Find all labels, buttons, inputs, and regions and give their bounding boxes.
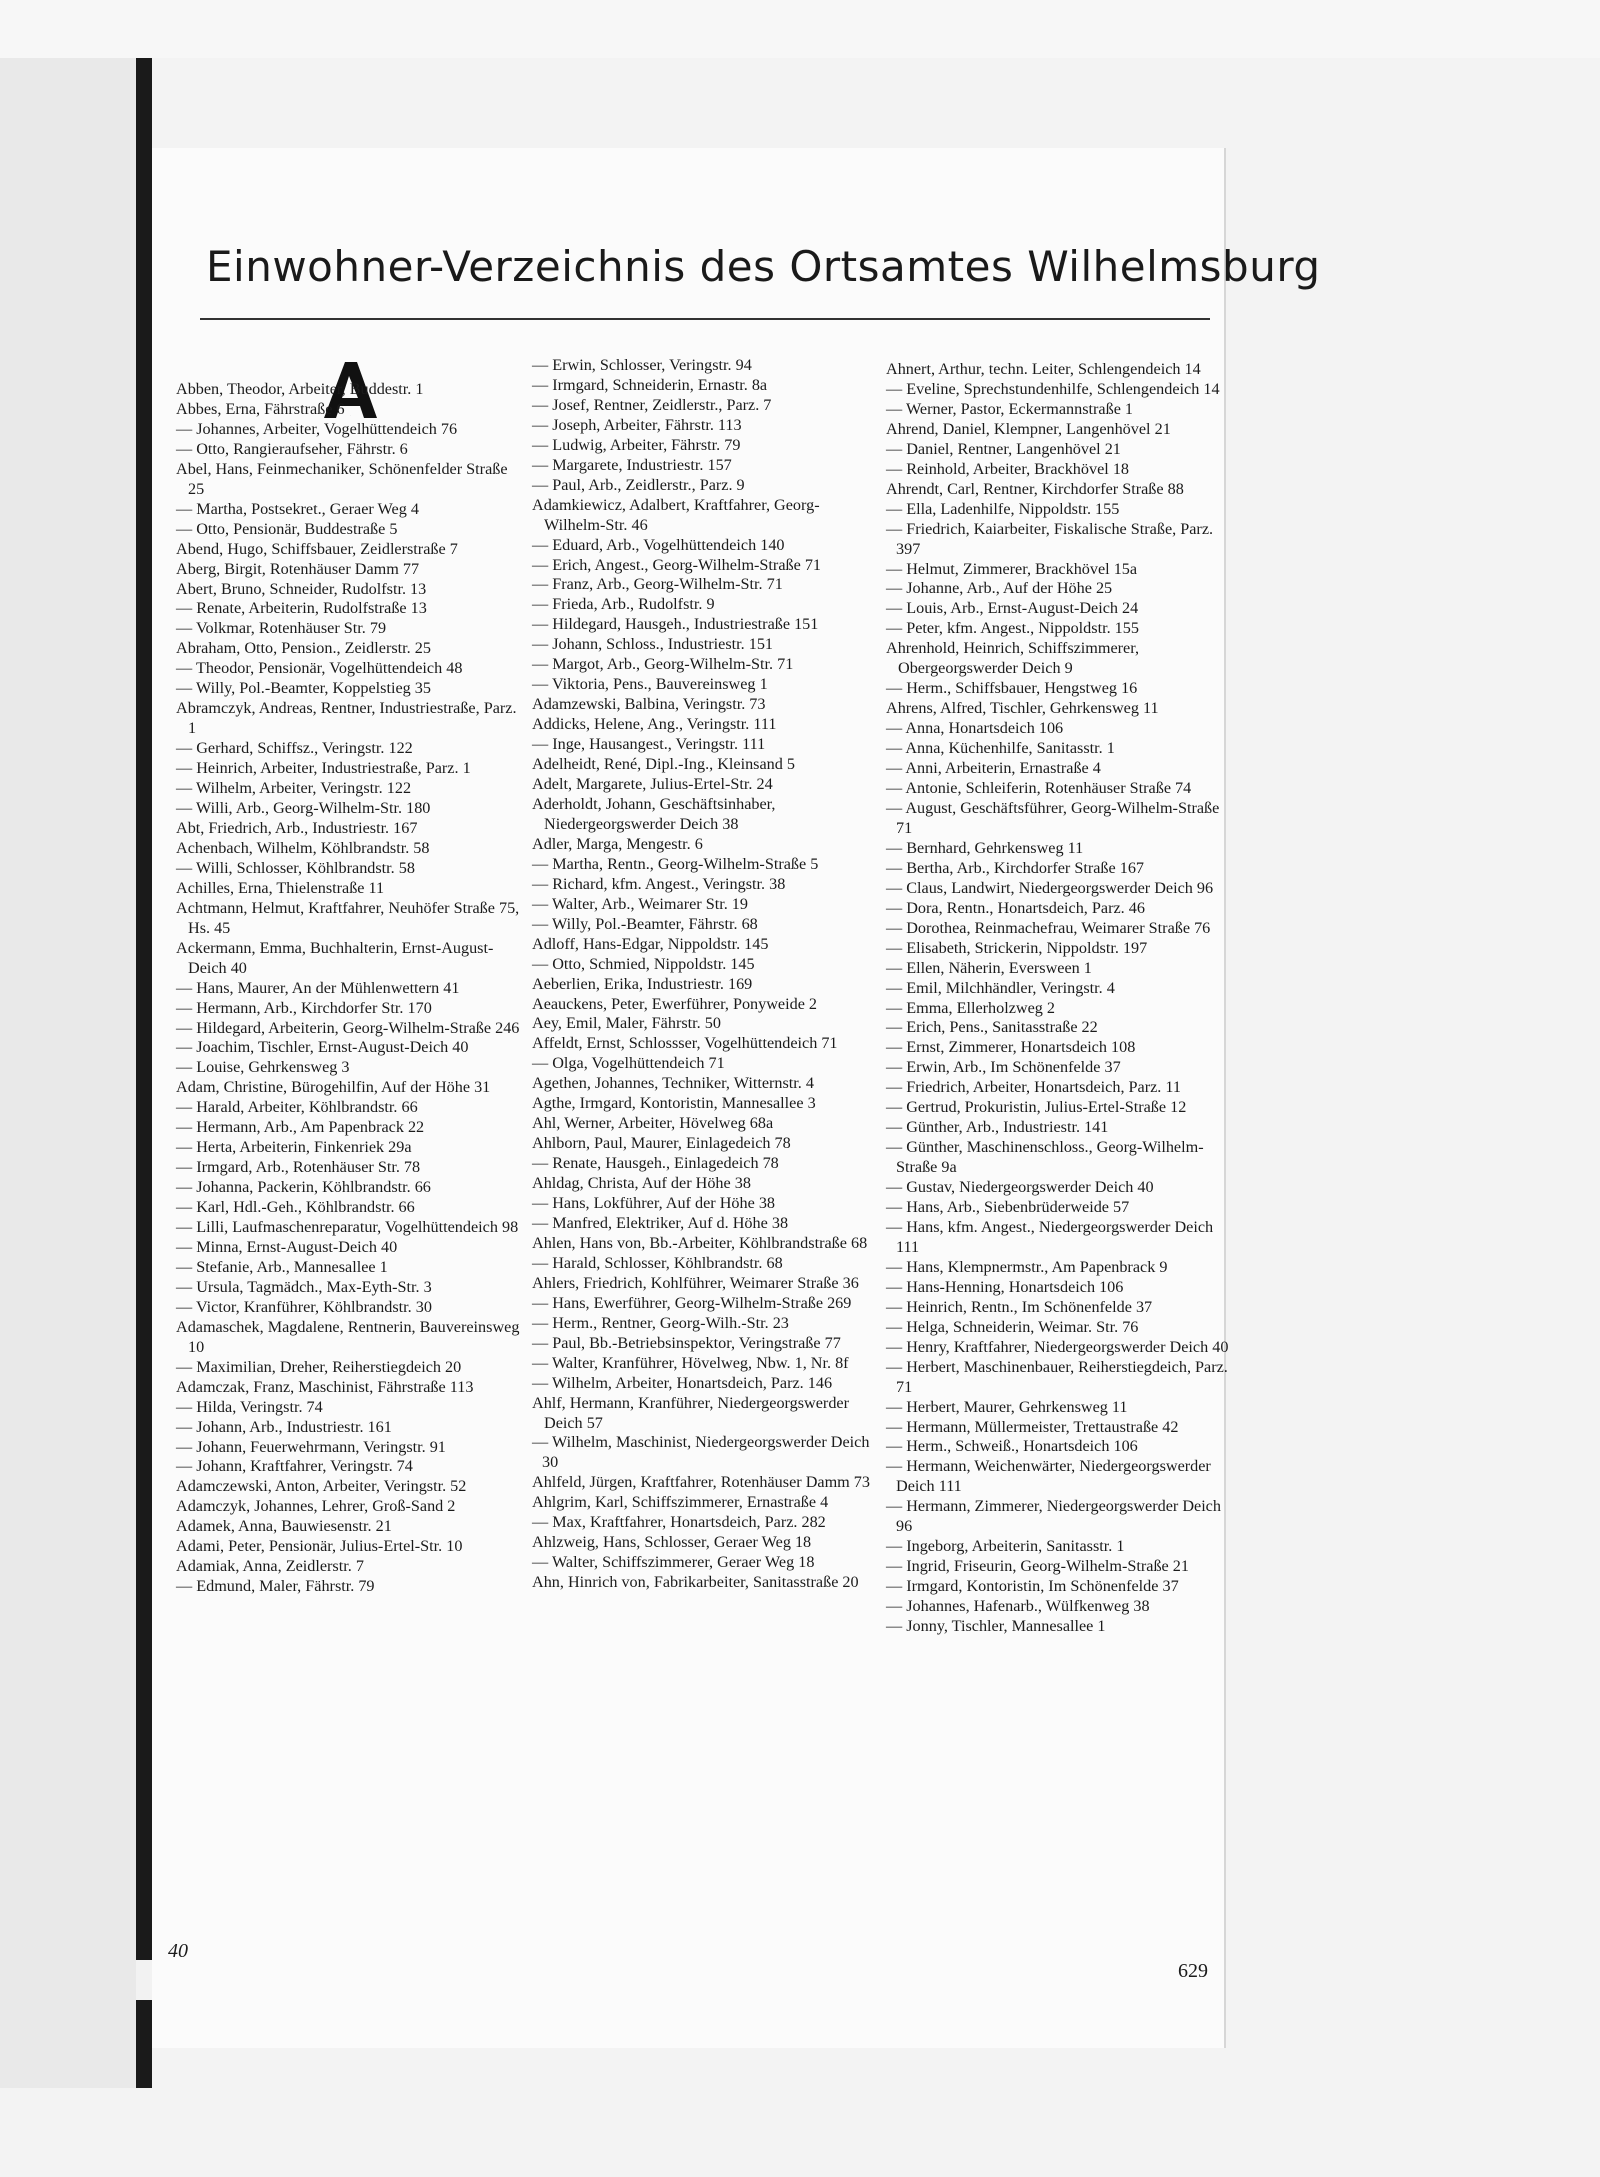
directory-entry: — Willi, Arb., Georg-Wilhelm-Str. 180 xyxy=(176,799,431,818)
directory-entry: — Gustav, Niedergeorgswerder Deich 40 xyxy=(886,1178,1154,1197)
directory-entry: — Josef, Rentner, Zeidlerstr., Parz. 7 xyxy=(532,395,772,414)
directory-entry: — Otto, Rangieraufseher, Fährstr. 6 xyxy=(176,439,408,458)
directory-entry: — Erich, Pens., Sanitasstraße 22 xyxy=(886,1018,1098,1037)
directory-entry: Ahrend, Daniel, Klempner, Langenhövel 21 xyxy=(886,419,1171,438)
directory-entry: — Johann, Schloss., Industriestr. 151 xyxy=(532,635,774,654)
directory-entry: — Hildegard, Arbeiterin, Georg-Wilhelm-Straße 246 xyxy=(176,1018,520,1037)
directory-entry: Adamczak, Franz, Maschinist, Fährstraße 113 xyxy=(176,1377,474,1396)
directory-entry: — Anna, Honartsdeich 106 xyxy=(886,719,1064,738)
directory-entry: — Joseph, Arbeiter, Fährstr. 113 xyxy=(532,415,742,434)
directory-entry: Adamzewski, Balbina, Veringstr. 73 xyxy=(532,695,766,714)
directory-entry: — Edmund, Maler, Fährstr. 79 xyxy=(176,1577,375,1596)
directory-entry: — Walter, Arb., Weimarer Str. 19 xyxy=(532,894,748,913)
directory-entry: Abramczyk, Andreas, Rentner, Industriestraße, Parz. 1 xyxy=(176,699,517,738)
directory-entry: — Karl, Hdl.-Geh., Köhlbrandstr. 66 xyxy=(176,1198,415,1217)
directory-entry: — Herm., Rentner, Georg-Wilh.-Str. 23 xyxy=(532,1313,789,1332)
directory-entry: Aeberlien, Erika, Industriestr. 169 xyxy=(532,974,753,993)
directory-entry: — Herm., Schiffsbauer, Hengstweg 16 xyxy=(886,679,1138,698)
directory-entry: Ahlen, Hans von, Bb.-Arbeiter, Köhlbrandstraße 68 xyxy=(532,1233,868,1252)
directory-entry: — Ingrid, Friseurin, Georg-Wilhelm-Straße 21 xyxy=(886,1557,1189,1576)
directory-entry: — Theodor, Pensionär, Vogelhüttendeich 48 xyxy=(176,659,463,678)
directory-entry: — Paul, Bb.-Betriebsinspektor, Veringstraße 77 xyxy=(532,1333,841,1352)
directory-entry: — Jonny, Tischler, Mannesallee 1 xyxy=(886,1617,1106,1636)
directory-entry: — Erwin, Schlosser, Veringstr. 94 xyxy=(532,356,752,374)
directory-entry: Abend, Hugo, Schiffsbauer, Zeidlerstraße 7 xyxy=(176,539,458,558)
directory-entry: — Harald, Schlosser, Köhlbrandstr. 68 xyxy=(532,1253,783,1272)
directory-entry: — Hermann, Arb., Am Papenbrack 22 xyxy=(176,1118,425,1137)
directory-entry: — Reinhold, Arbeiter, Brackhövel 18 xyxy=(886,459,1130,478)
directory-entry: — Anni, Arbeiterin, Ernastraße 4 xyxy=(886,759,1101,778)
directory-entry: Ahrens, Alfred, Tischler, Gehrkensweg 11 xyxy=(886,699,1159,718)
directory-column-2 xyxy=(532,356,878,1593)
directory-entry: — Irmgard, Schneiderin, Ernastr. 8a xyxy=(532,375,768,394)
directory-entry: Adloff, Hans-Edgar, Nippoldstr. 145 xyxy=(532,934,769,953)
directory-entry: — Richard, kfm. Angest., Veringstr. 38 xyxy=(532,874,786,893)
directory-entry: — Hilda, Veringstr. 74 xyxy=(176,1397,323,1416)
directory-entry: Adamczyk, Johannes, Lehrer, Groß-Sand 2 xyxy=(176,1497,456,1516)
directory-entry: Adamaschek, Magdalene, Rentnerin, Bauvereinsweg 10 xyxy=(176,1317,520,1356)
directory-entry: Ahldag, Christa, Auf der Höhe 38 xyxy=(532,1174,751,1193)
directory-entry: — Elisabeth, Strickerin, Nippoldstr. 197 xyxy=(886,938,1148,957)
directory-entry: Achilles, Erna, Thielenstraße 11 xyxy=(176,878,385,897)
directory-entry: — Herm., Schweiß., Honartsdeich 106 xyxy=(886,1437,1138,1456)
directory-entry: — Hans, Arb., Siebenbrüderweide 57 xyxy=(886,1198,1130,1217)
directory-entry: — Hans, Lokführer, Auf der Höhe 38 xyxy=(532,1194,776,1213)
directory-entry: — August, Geschäftsführer, Georg-Wilhelm-Straße 71 xyxy=(886,798,1220,837)
directory-entry: — Willi, Schlosser, Köhlbrandstr. 58 xyxy=(176,858,415,877)
directory-entry: — Hans, Ewerführer, Georg-Wilhelm-Straße 269 xyxy=(532,1293,852,1312)
directory-entry: Aderholdt, Johann, Geschäftsinhaber, Niedergeorgswerder Deich 38 xyxy=(532,794,776,833)
directory-entry: Agthe, Irmgard, Kontoristin, Mannesallee 3 xyxy=(532,1094,816,1113)
directory-entry: Adamczewski, Anton, Arbeiter, Veringstr. 52 xyxy=(176,1477,467,1496)
directory-entry: Adamkiewicz, Adalbert, Kraftfahrer, Georg-Wilhelm-Str. 46 xyxy=(532,495,820,534)
directory-entry: Aeauckens, Peter, Ewerführer, Ponyweide 2 xyxy=(532,994,818,1013)
directory-entry: Abben, Theodor, Arbeiter, Buddestr. 1 xyxy=(176,380,424,398)
directory-column-3 xyxy=(886,360,1232,1637)
directory-entry: — Ernst, Zimmerer, Honartsdeich 108 xyxy=(886,1038,1136,1057)
directory-entry: — Otto, Schmied, Nippoldstr. 145 xyxy=(532,954,755,973)
directory-entry: Ahrendt, Carl, Rentner, Kirchdorfer Straße 88 xyxy=(886,479,1184,498)
directory-entry: — Hermann, Müllermeister, Trettaustraße 42 xyxy=(886,1417,1179,1436)
directory-entry: — Gertrud, Prokuristin, Julius-Ertel-Straße 12 xyxy=(886,1098,1187,1117)
directory-entry: Abraham, Otto, Pension., Zeidlerstr. 25 xyxy=(176,639,431,658)
directory-entry: — Renate, Hausgeh., Einlagedeich 78 xyxy=(532,1154,779,1173)
directory-entry: Ahnert, Arthur, techn. Leiter, Schlengendeich 14 xyxy=(886,360,1201,378)
directory-entry: — Eduard, Arb., Vogelhüttendeich 140 xyxy=(532,535,785,554)
directory-entry: — Willy, Pol.-Beamter, Koppelstieg 35 xyxy=(176,679,431,698)
page-title: Einwohner-Verzeichnis des Ortsamtes Wilhelmsburg xyxy=(206,242,1321,291)
directory-entry: — Joachim, Tischler, Ernst-August-Deich 40 xyxy=(176,1038,469,1057)
directory-entry: — Werner, Pastor, Eckermannstraße 1 xyxy=(886,399,1134,418)
directory-entry: — Bernhard, Gehrkensweg 11 xyxy=(886,838,1084,857)
directory-entry: — Martha, Rentn., Georg-Wilhelm-Straße 5 xyxy=(532,854,819,873)
directory-entry: Adamiak, Anna, Zeidlerstr. 7 xyxy=(176,1557,364,1576)
directory-entry: — Lilli, Laufmaschenreparatur, Vogelhüttendeich 98 xyxy=(176,1218,519,1237)
directory-entry: — Daniel, Rentner, Langenhövel 21 xyxy=(886,439,1121,458)
directory-entry: Ahn, Hinrich von, Fabrikarbeiter, Sanitasstraße 20 xyxy=(532,1573,859,1592)
directory-entry: Adelheidt, René, Dipl.-Ing., Kleinsand 5 xyxy=(532,755,795,774)
directory-entry: — Friedrich, Kaiarbeiter, Fiskalische Straße, Parz. 397 xyxy=(886,519,1214,558)
title-rule xyxy=(200,318,1210,320)
directory-entry: Adelt, Margarete, Julius-Ertel-Str. 24 xyxy=(532,775,773,794)
directory-entry: Adamek, Anna, Bauwiesenstr. 21 xyxy=(176,1517,392,1536)
directory-entry: Abert, Bruno, Schneider, Rudolfstr. 13 xyxy=(176,579,427,598)
directory-entry: — Dorothea, Reinmachefrau, Weimarer Straße 76 xyxy=(886,918,1211,937)
directory-entry: — Johanne, Arb., Auf der Höhe 25 xyxy=(886,579,1113,598)
directory-entry: — Volkmar, Rotenhäuser Str. 79 xyxy=(176,619,387,638)
directory-entry: Ahlgrim, Karl, Schiffszimmerer, Ernastraße 4 xyxy=(532,1493,829,1512)
directory-entry: — Johanna, Packerin, Köhlbrandstr. 66 xyxy=(176,1178,431,1197)
directory-entry: — Johann, Kraftfahrer, Veringstr. 74 xyxy=(176,1457,413,1476)
directory-entry: — Emma, Ellerholzweg 2 xyxy=(886,998,1056,1017)
directory-entry: Achtmann, Helmut, Kraftfahrer, Neuhöfer Straße 75, Hs. 45 xyxy=(176,898,520,937)
directory-entry: — Johann, Feuerwehrmann, Veringstr. 91 xyxy=(176,1437,446,1456)
directory-entry: — Ingeborg, Arbeiterin, Sanitasstr. 1 xyxy=(886,1537,1125,1556)
directory-entry: — Otto, Pensionär, Buddestraße 5 xyxy=(176,519,398,538)
directory-entry: — Herta, Arbeiterin, Finkenriek 29a xyxy=(176,1138,412,1157)
directory-entry: — Victor, Kranführer, Köhlbrandstr. 30 xyxy=(176,1297,432,1316)
directory-entry: — Minna, Ernst-August-Deich 40 xyxy=(176,1237,398,1256)
directory-entry: — Wilhelm, Maschinist, Niedergeorgswerder Deich 30 xyxy=(532,1433,870,1472)
directory-entry: — Olga, Vogelhüttendeich 71 xyxy=(532,1054,725,1073)
document-page xyxy=(152,148,1321,2048)
directory-entry: — Franz, Arb., Georg-Wilhelm-Str. 71 xyxy=(532,575,783,594)
directory-entry: — Martha, Postsekret., Geraer Weg 4 xyxy=(176,499,419,518)
page-number-right: 629 xyxy=(1178,1960,1208,1982)
directory-entry: — Ludwig, Arbeiter, Fährstr. 79 xyxy=(532,435,741,454)
book-spine xyxy=(136,58,152,2088)
directory-entry: — Johannes, Hafenarb., Wülfkenweg 38 xyxy=(886,1597,1150,1616)
page-number-left: 40 xyxy=(168,1940,188,1962)
directory-entry: Aey, Emil, Maler, Fährstr. 50 xyxy=(532,1014,721,1033)
directory-entry: — Friedrich, Arbeiter, Honartsdeich, Parz. 11 xyxy=(886,1078,1181,1097)
directory-entry: — Wilhelm, Arbeiter, Veringstr. 122 xyxy=(176,779,412,798)
directory-entry: — Renate, Arbeiterin, Rudolfstraße 13 xyxy=(176,599,427,618)
directory-entry: — Harald, Arbeiter, Köhlbrandstr. 66 xyxy=(176,1098,418,1117)
directory-entry: Aberg, Birgit, Rotenhäuser Damm 77 xyxy=(176,559,420,578)
spine-gap xyxy=(136,1960,152,2000)
section-letter: A xyxy=(350,416,351,417)
directory-entry: Affeldt, Ernst, Schlossser, Vogelhüttendeich 71 xyxy=(532,1034,838,1053)
directory-entry: — Hildegard, Hausgeh., Industriestraße 151 xyxy=(532,615,819,634)
directory-entry: — Bertha, Arb., Kirchdorfer Straße 167 xyxy=(886,858,1145,877)
directory-entry: — Peter, kfm. Angest., Nippoldstr. 155 xyxy=(886,619,1139,638)
directory-entry: Achenbach, Wilhelm, Köhlbrandstr. 58 xyxy=(176,838,430,857)
directory-entry: Ackermann, Emma, Buchhalterin, Ernst-August-Deich 40 xyxy=(176,938,494,977)
directory-entry: — Dora, Rentn., Honartsdeich, Parz. 46 xyxy=(886,898,1145,917)
directory-entry: Abt, Friedrich, Arb., Industriestr. 167 xyxy=(176,818,418,837)
directory-entry: Addicks, Helene, Ang., Veringstr. 111 xyxy=(532,715,777,734)
directory-entry: — Helga, Schneiderin, Weimar. Str. 76 xyxy=(886,1317,1139,1336)
directory-entry: — Hermann, Zimmerer, Niedergeorgswerder Deich 96 xyxy=(886,1497,1221,1536)
directory-entry: — Gerhard, Schiffsz., Veringstr. 122 xyxy=(176,739,413,758)
directory-entry: Adami, Peter, Pensionär, Julius-Ertel-Str. 10 xyxy=(176,1537,463,1556)
directory-entry: — Margarete, Industriestr. 157 xyxy=(532,455,732,474)
directory-entry: — Herbert, Maurer, Gehrkensweg 11 xyxy=(886,1397,1128,1416)
directory-entry: — Eveline, Sprechstundenhilfe, Schlengendeich 14 xyxy=(886,379,1220,398)
directory-entry: — Max, Kraftfahrer, Honartsdeich, Parz. 282 xyxy=(532,1513,826,1532)
directory-entry: Ahlers, Friedrich, Kohlführer, Weimarer Straße 36 xyxy=(532,1273,859,1292)
directory-entry: — Hermann, Weichenwärter, Niedergeorgswerder Deich 111 xyxy=(886,1457,1211,1496)
directory-entry: Abbes, Erna, Fährstraße 6 xyxy=(176,399,345,418)
directory-entry: — Günther, Maschinenschloss., Georg-Wilhelm-Straße 9a xyxy=(886,1138,1204,1177)
directory-entry: — Johann, Arb., Industriestr. 161 xyxy=(176,1417,392,1436)
directory-entry: Abel, Hans, Feinmechaniker, Schönenfelder Straße 25 xyxy=(176,459,508,498)
directory-entry: — Louis, Arb., Ernst-August-Deich 24 xyxy=(886,599,1139,618)
directory-entry: — Margot, Arb., Georg-Wilhelm-Str. 71 xyxy=(532,655,794,674)
directory-entry: — Walter, Schiffszimmerer, Geraer Weg 18 xyxy=(532,1553,815,1572)
directory-entry: — Irmgard, Arb., Rotenhäuser Str. 78 xyxy=(176,1158,421,1177)
directory-entry: — Manfred, Elektriker, Auf d. Höhe 38 xyxy=(532,1213,789,1232)
directory-entry: — Hans, Klempnermstr., Am Papenbrack 9 xyxy=(886,1257,1168,1276)
directory-entry: Adler, Marga, Mengestr. 6 xyxy=(532,834,703,853)
directory-entry: Adam, Christine, Bürogehilfin, Auf der Höhe 31 xyxy=(176,1078,491,1097)
directory-entry: — Viktoria, Pens., Bauvereinsweg 1 xyxy=(532,675,768,694)
directory-entry: Ahlborn, Paul, Maurer, Einlagedeich 78 xyxy=(532,1134,791,1153)
directory-entry: — Maximilian, Dreher, Reiherstiegdeich 20 xyxy=(176,1357,462,1376)
directory-entry: — Paul, Arb., Zeidlerstr., Parz. 9 xyxy=(532,475,745,494)
directory-entry: Ahrenhold, Heinrich, Schiffszimmerer, Obergeorgswerder Deich 9 xyxy=(886,639,1140,678)
directory-entry: — Irmgard, Kontoristin, Im Schönenfelde 37 xyxy=(886,1577,1179,1596)
directory-entry: — Antonie, Schleiferin, Rotenhäuser Straße 74 xyxy=(886,779,1192,798)
directory-entry: — Wilhelm, Arbeiter, Honartsdeich, Parz. 146 xyxy=(532,1373,833,1392)
directory-entry: Ahlfeld, Jürgen, Kraftfahrer, Rotenhäuser Damm 73 xyxy=(532,1473,870,1492)
directory-entry: — Heinrich, Rentn., Im Schönenfelde 37 xyxy=(886,1297,1153,1316)
directory-entry: — Ella, Ladenhilfe, Nippoldstr. 155 xyxy=(886,499,1120,518)
directory-entry: — Ellen, Näherin, Eversween 1 xyxy=(886,958,1092,977)
directory-entry: — Inge, Hausangest., Veringstr. 111 xyxy=(532,735,766,754)
directory-entry: — Walter, Kranführer, Hövelweg, Nbw. 1, Nr. 8f xyxy=(532,1353,849,1372)
directory-entry: Ahlf, Hermann, Kranführer, Niedergeorgswerder Deich 57 xyxy=(532,1393,849,1432)
scan-background xyxy=(0,0,1600,58)
directory-entry: Ahlzweig, Hans, Schlosser, Geraer Weg 18 xyxy=(532,1533,812,1552)
directory-entry: — Hans, kfm. Angest., Niedergeorgswerder Deich 111 xyxy=(886,1217,1214,1256)
directory-entry: — Anna, Küchenhilfe, Sanitasstr. 1 xyxy=(886,739,1115,758)
directory-entry: — Günther, Arb., Industriestr. 141 xyxy=(886,1118,1109,1137)
directory-entry: — Claus, Landwirt, Niedergeorgswerder Deich 96 xyxy=(886,878,1214,897)
directory-entry: — Willy, Pol.-Beamter, Fährstr. 68 xyxy=(532,914,758,933)
directory-entry: Agethen, Johannes, Techniker, Witternstr. 4 xyxy=(532,1074,814,1093)
directory-entry: — Herbert, Maschinenbauer, Reiherstiegdeich, Parz. 71 xyxy=(886,1357,1228,1396)
directory-entry: — Hans, Maurer, An der Mühlenwettern 41 xyxy=(176,978,460,997)
directory-entry: — Henry, Kraftfahrer, Niedergeorgswerder Deich 40 xyxy=(886,1337,1229,1356)
directory-entry: — Louise, Gehrkensweg 3 xyxy=(176,1058,350,1077)
directory-entry: — Erwin, Arb., Im Schönenfelde 37 xyxy=(886,1058,1121,1077)
directory-entry: — Johannes, Arbeiter, Vogelhüttendeich 76 xyxy=(176,419,458,438)
directory-entry: — Hans-Henning, Honartsdeich 106 xyxy=(886,1277,1124,1296)
directory-entry: — Erich, Angest., Georg-Wilhelm-Straße 71 xyxy=(532,555,822,574)
directory-entry: — Frieda, Arb., Rudolfstr. 9 xyxy=(532,595,715,614)
directory-entry: — Hermann, Arb., Kirchdorfer Str. 170 xyxy=(176,998,432,1017)
directory-entry: — Emil, Milchhändler, Veringstr. 4 xyxy=(886,978,1115,997)
directory-entry: Ahl, Werner, Arbeiter, Hövelweg 68a xyxy=(532,1114,774,1133)
facing-page-edge xyxy=(0,58,140,2088)
directory-entry: — Ursula, Tagmädch., Max-Eyth-Str. 3 xyxy=(176,1277,432,1296)
directory-entry: — Heinrich, Arbeiter, Industriestraße, Parz. 1 xyxy=(176,759,471,778)
directory-entry: — Helmut, Zimmerer, Brackhövel 15a xyxy=(886,559,1138,578)
directory-column-1 xyxy=(176,380,522,1597)
directory-entry: — Stefanie, Arb., Mannesallee 1 xyxy=(176,1257,388,1276)
